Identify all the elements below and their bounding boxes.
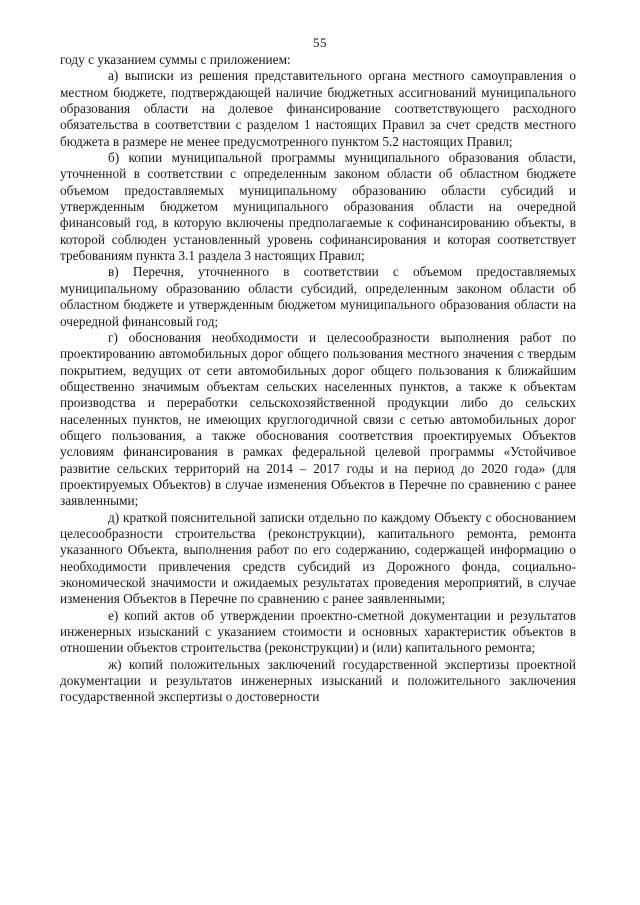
paragraph-zh: ж) копий положительных заключений государственной экспертизы проектной документации и результатов инженерных изысканий и положительного заключения государственной экспертизы о достоверности — [60, 656, 576, 705]
paragraph-a: а) выписки из решения представительного органа местного самоуправления о местном бюджете, подтверждающей наличие бюджетных ассигнований муниципального образования области на долевое финансирование соответствующего расходного обязательства в соответствии с разделом 1 настоящих Правил за счет средств местного бюджета в размере не менее предусмотренного пунктом 5.2 настоящих Правил; — [60, 68, 576, 149]
paragraph-g: г) обоснования необходимости и целесообразности выполнения работ по проектированию автомобильных дорог общего пользования местного значения с твердым покрытием, ведущих от сети автомобильных дорог общего пользования к ближайшим общественно значимым объектам сельских населенных пунктов, а также к объектам производства и переработки сельскохозяйственной продукции либо до сельских населенных пунктов, не имеющих круглогодичной связи с сетью автомобильных дорог общего пользования, а также обоснования соответствия проектируемых Объектов условиям финансирования в рамках федеральной целевой программы «Устойчивое развитие сельских территорий на 2014 – 2017 годы и на период до 2020 года» (для проектируемых Объектов) в случае изменения Объектов в Перечне по сравнению с ранее заявленными; — [60, 329, 576, 509]
paragraph-e: е) копий актов об утверждении проектно-сметной документации и результатов инженерных изысканий с указанием стоимости и основных характеристик объектов в отношении объектов строительства (реконструкции) и (или) капитального ремонта; — [60, 607, 576, 656]
paragraph-v: в) Перечня, уточненного в соответствии с объемом предоставляемых муниципальному образованию области субсидий, определенным законом области об областном бюджете и утвержденным бюджетом муниципального образования области на очередной финансовый год; — [60, 264, 576, 329]
page-number: 55 — [313, 35, 327, 50]
paragraph-d: д) краткой пояснительной записки отдельно по каждому Объекту с обоснованием целесообразности строительства (реконструкции), капитального ремонта, ремонта указанного Объекта, выполнения работ по его содержанию, содержащей информацию о необходимости привлечения средств субсидий из Дорожного фонда, социально-экономической значимости и ожидаемых результатах проведения мероприятий, в случае изменения Объектов в Перечне по сравнению с ранее заявленными; — [60, 509, 576, 607]
paragraph-intro: году с указанием суммы с приложением: — [60, 52, 291, 67]
paragraph-b: б) копии муниципальной программы муниципального образования области, уточненной в соответствии с определенным законом области об областном бюджете объемом предоставляемых муниципальному образованию области субсидий и утвержденным бюджетом муниципального образования области на очередной финансовый год, в которую включены предполагаемые к софинансированию объекты, в которой соблюден установленный уровень софинансирования и которая соответствует требованиям пункта 3.1 раздела 3 настоящих Правил; — [60, 150, 576, 264]
document-body — [60, 52, 576, 706]
